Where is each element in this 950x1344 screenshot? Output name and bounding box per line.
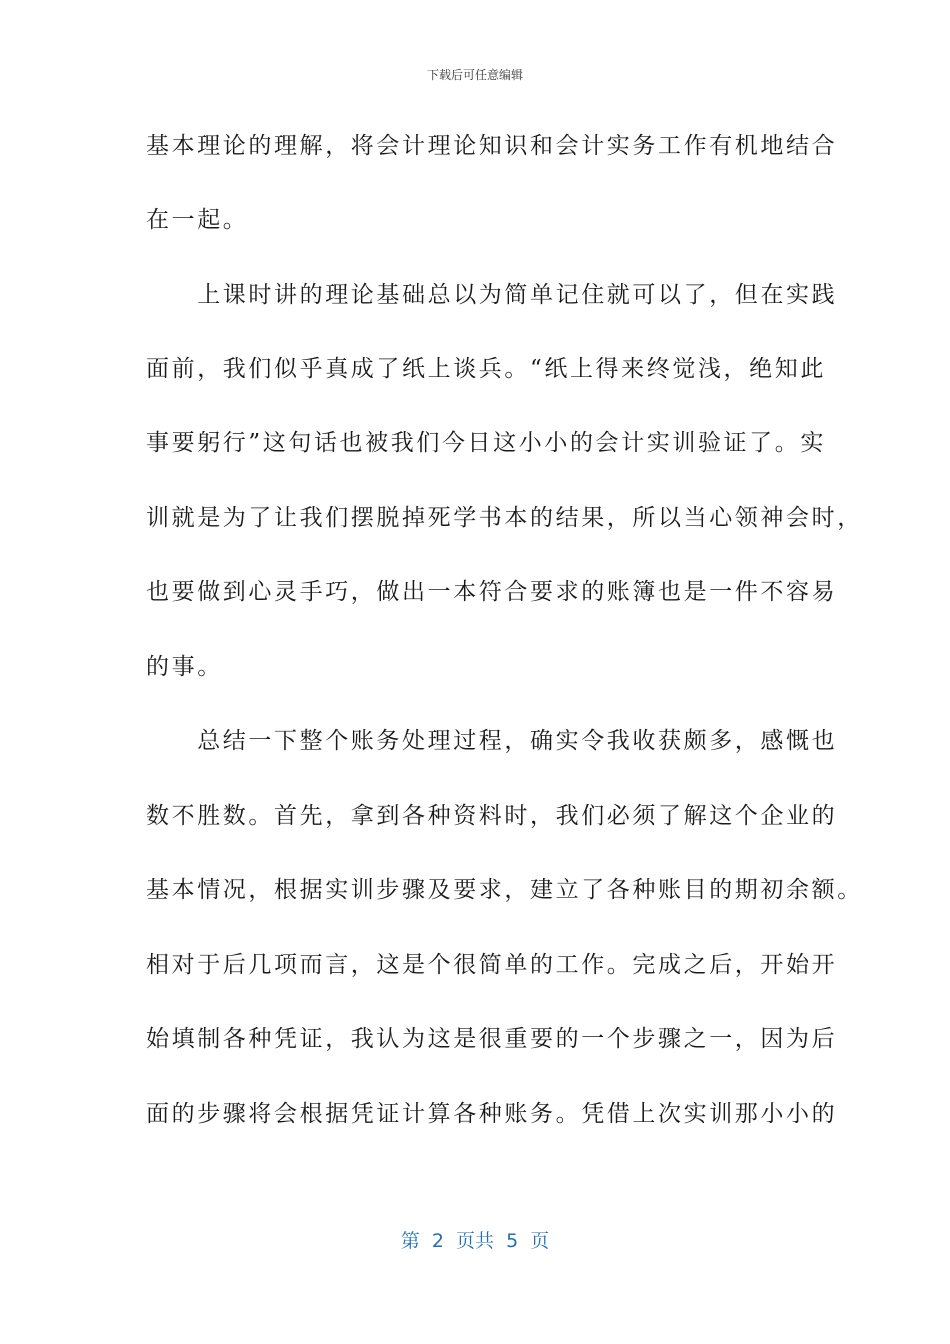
body-line: 事要躬行”这句话也被我们今日这小小的会计实训验证了。实 <box>146 430 826 456</box>
body-line: 的事。 <box>146 654 223 680</box>
body-line: 基本情况，根据实训步骤及要求，建立了各种账目的期初余额。 <box>146 877 863 903</box>
body-line: 基本理论的理解，将会计理论知识和会计实务工作有机地结合 <box>146 133 838 159</box>
body-line: 训就是为了让我们摆脱掉死学书本的结果，所以当心领神会时， <box>146 505 863 531</box>
page-number: 第 2 页共 5 页 <box>400 1230 550 1252</box>
page-header: 下载后可任意编辑 <box>426 68 523 82</box>
body-line: 数不胜数。首先，拿到各种资料时，我们必须了解这个企业的 <box>146 803 838 829</box>
body-line: 上课时讲的理论基础总以为简单记住就可以了，但在实践 <box>146 282 838 308</box>
body-line: 面的步骤将会根据凭证计算各种账务。凭借上次实训那小小的 <box>146 1101 838 1127</box>
body-line: 相对于后几项而言，这是个很简单的工作。完成之后，开始开 <box>146 952 838 978</box>
body-line: 总结一下整个账务处理过程，确实令我收获颇多，感慨也 <box>146 728 838 754</box>
body-line: 始填制各种凭证，我认为这是很重要的一个步骤之一，因为后 <box>146 1026 838 1052</box>
body-line: 面前，我们似乎真成了纸上谈兵。“纸上得来终觉浅，绝知此 <box>146 356 826 382</box>
body-line: 在一起。 <box>146 207 249 233</box>
body-line: 也要做到心灵手巧，做出一本符合要求的账簿也是一件不容易 <box>146 579 838 605</box>
